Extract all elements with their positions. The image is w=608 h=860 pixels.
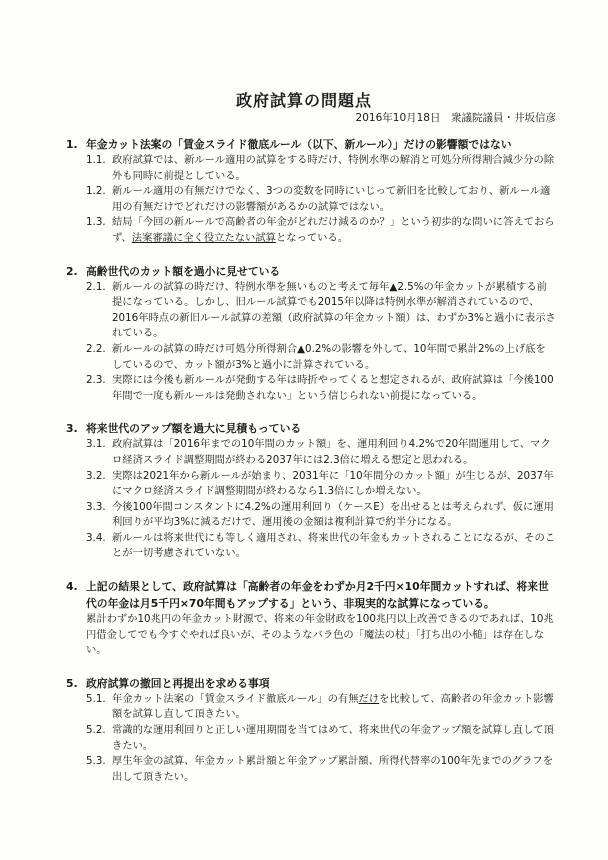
section-number: 4. bbox=[66, 580, 78, 594]
item-number: 1.3. bbox=[86, 216, 106, 229]
section-heading-text: 将来世代のアップ額を過大に見積もっている bbox=[86, 422, 302, 436]
section-heading bbox=[66, 675, 556, 692]
list-item bbox=[86, 723, 556, 754]
item-text: 政府試算は「2016年までの10年間のカット額」を、運用利回り4.2%で20年間運用して、マクロ経済スライド調整期間が終わる2037年には2.3倍に増える想定と思われる。 bbox=[112, 438, 551, 466]
item-text-part: を比較して、高齢者の年金カット影響額を試算し直して頂きたい。 bbox=[112, 692, 554, 721]
list-item bbox=[86, 500, 556, 531]
item-text: 新ルールの試算の時だけ可処分所得割合▲0.2%の影響を外して、10年間で累計2%の上げ底をしているので、カット額が3%と過小に計算されている。 bbox=[112, 342, 546, 371]
section-heading-text: 政府試算の撤回と再提出を求める事項 bbox=[86, 676, 270, 690]
section-1 bbox=[66, 136, 556, 247]
list-item bbox=[86, 692, 556, 723]
item-text: 今後100年間コンスタントに4.2%の運用利回り（ケースE）を出せるとは考えられず、仮に運用利回りが平均3%に減るだけで、運用後の金額は複利計算で約半分になる。 bbox=[112, 500, 554, 529]
item-text: 新ルールは将来世代にも等しく適用され、将来世代の年金もカットされることになるが、そのことが一切考慮されていない。 bbox=[112, 531, 556, 560]
list-item bbox=[86, 215, 556, 246]
section-number: 2. bbox=[66, 264, 78, 278]
item-number: 5.3. bbox=[86, 755, 106, 768]
list-item bbox=[86, 280, 556, 342]
item-text: 新ルールの試算の時だけ、特例水準を無いものと考えて毎年▲2.5%の年金カットが累積する前提になっている。しかし、旧ルール試算でも2015年以降は特例水準が解消されているので、2016年時点の新旧ルール試算の差額（政府試算の年金カット額）は、わずか3%と過小に表示されている。 bbox=[112, 280, 556, 340]
item-text bbox=[112, 692, 556, 723]
section-heading bbox=[66, 136, 556, 153]
section-number: 5. bbox=[66, 676, 78, 690]
item-text-part: 年金カット法案の「賃金スライド徹底ルール」の有無 bbox=[112, 692, 359, 705]
section-heading-text: 年金カット法案の「賃金スライド徹底ルール（以下、新ルール）」だけの影響額ではない bbox=[86, 138, 512, 151]
item-text: 実際は2021年から新ルールが始まり、2031年に「10年間分のカット額」が生じるが、2037年にマクロ経済スライド調整期間が終わるなら1.3倍にしか増えない。 bbox=[112, 469, 554, 498]
item-number: 1.2. bbox=[86, 185, 106, 198]
section-5 bbox=[66, 675, 556, 786]
list-item bbox=[86, 184, 556, 215]
document-title: 政府試算の問題点 bbox=[235, 91, 372, 110]
section-number: 3. bbox=[66, 422, 78, 436]
document-body bbox=[66, 136, 556, 801]
item-number: 5.1. bbox=[86, 692, 106, 705]
section-heading bbox=[66, 263, 556, 280]
section-heading-text: 高齢世代のカット額を過小に見せている bbox=[86, 264, 281, 278]
section-heading-text: 上記の結果として、政府試算は「高齢者の年金をわずか月2千円×10年間カットすれば、将来世代の年金は月5千円×70年間もアップする」という、非現実的な試算になっている。 bbox=[86, 580, 549, 611]
item-number: 2.2. bbox=[86, 342, 106, 355]
item-text: 実際には今後も新ルールが発動する年は時折やってくると想定されるが、政府試算は「今後100年間で一度も新ルールは発動されない」という信じられない前提になっている。 bbox=[112, 374, 554, 402]
section-paragraph: 累計わずか10兆円の年金カット財源で、将来の年金財政を100兆円以上改善できるのであれば、10兆円借金してでも今すぐやれば良いが、そのようなバラ色の「魔法の杖」「打ち出の小槌」は存在しない。 bbox=[86, 613, 554, 657]
item-text-part: となっている。 bbox=[275, 231, 349, 244]
item-text bbox=[112, 215, 556, 246]
list-item bbox=[86, 342, 556, 373]
list-item bbox=[86, 373, 556, 404]
item-text: 常識的な運用利回りと正しい運用期間を当てはめて、将来世代の年金アップ額を試算し直して頂きたい。 bbox=[112, 724, 554, 752]
section-4 bbox=[66, 578, 556, 659]
date-author-line: 2016年10月18日 衆議院議員・井坂信彦 bbox=[355, 112, 556, 124]
item-text: 新ルール適用の有無だけでなく、3つの変数を同時にいじって新旧を比較しており、新ルール適用の有無だけでどれだけの影響額があるかの試算ではない。 bbox=[112, 185, 551, 213]
item-text-part: 結局「今回の新ルールで高齢者の年金がどれだけ減るのか？」という初歩的な問いに答えておらず、 bbox=[112, 216, 555, 244]
item-number: 1.1. bbox=[86, 154, 106, 166]
item-number: 3.2. bbox=[86, 469, 106, 482]
list-item bbox=[86, 437, 556, 468]
list-item bbox=[86, 153, 556, 184]
underlined-text: 法案審議に全く役立たない試算 bbox=[131, 231, 276, 244]
underlined-text: だけ bbox=[358, 692, 380, 705]
item-number: 2.1. bbox=[86, 280, 106, 293]
item-text: 厚生年金の試算、年金カット累計額と年金アップ累計額、所得代替率の100年先までのグラフを出して頂きたい。 bbox=[112, 755, 553, 783]
item-number: 5.2. bbox=[86, 724, 106, 737]
list-item bbox=[86, 531, 556, 562]
section-heading bbox=[66, 420, 556, 437]
item-number: 2.3. bbox=[86, 374, 106, 387]
section-number: 1. bbox=[66, 138, 78, 151]
item-number: 3.4. bbox=[86, 531, 106, 544]
list-item bbox=[86, 469, 556, 500]
section-2 bbox=[66, 263, 556, 405]
list-item bbox=[86, 754, 556, 785]
section-heading bbox=[66, 578, 556, 612]
item-number: 3.3. bbox=[86, 500, 106, 513]
section-3 bbox=[66, 420, 556, 562]
item-text: 政府試算では、新ルール適用の試算をする時だけ、特例水準の解消と可処分所得割合減少分の除外も同時に前提としている。 bbox=[112, 154, 555, 182]
item-number: 3.1. bbox=[86, 438, 106, 451]
